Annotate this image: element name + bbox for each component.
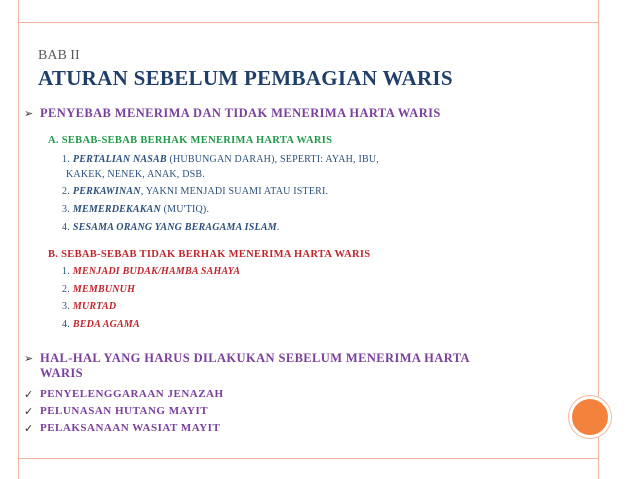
check-icon: ✓ <box>24 423 34 435</box>
bullet-hal-hal-text: HAL-HAL YANG HARUS DILAKUKAN SEBELUM MENERIMA HARTA WARIS <box>40 351 470 380</box>
check-item-1: ✓ PENYELENGGARAAN JENAZAH <box>24 388 224 401</box>
section-b-heading: B. SEBAB-SEBAB TIDAK BERHAK MENERIMA HARTA WARIS <box>48 249 371 260</box>
slide-subtitle: BAB II <box>38 48 80 63</box>
check-item-3: ✓ PELAKSANAAN WASIAT MAYIT <box>24 422 221 435</box>
arrow-bullet-icon: ➢ <box>24 353 34 365</box>
check-item-2: ✓ PELUNASAN HUTANG MAYIT <box>24 405 209 418</box>
section-b-item-4: 4. BEDA AGAMA <box>62 319 140 330</box>
slide-title: ATURAN SEBELUM PEMBAGIAN WARIS <box>38 66 453 90</box>
section-b-item-3: 3. MURTAD <box>62 301 117 312</box>
section-a-item-3: 3. MEMERDEKAKAN (MU'TIQ). <box>62 204 210 215</box>
frame-top-line <box>18 22 599 23</box>
bullet-penyebab <box>24 106 441 122</box>
frame-left-line <box>18 0 19 479</box>
section-b-item-2: 2. MEMBUNUH <box>62 284 136 295</box>
section-b-item-1: 1. MENJADI BUDAK/HAMBA SAHAYA <box>62 266 241 277</box>
frame-bottom-line <box>18 458 599 459</box>
arrow-bullet-icon: ➢ <box>24 108 34 120</box>
section-a-item-2: 2. PERKAWINAN, YAKNI MENJADI SUAMI ATAU ISTERI. <box>62 186 329 197</box>
section-a-heading: A. SEBAB-SEBAB BERHAK MENERIMA HARTA WARIS <box>48 135 333 146</box>
check-icon: ✓ <box>24 389 34 401</box>
decorative-circle <box>569 396 611 438</box>
bullet-hal-hal <box>24 351 470 381</box>
bullet-penyebab-text: PENYEBAB MENERIMA DAN TIDAK MENERIMA HARTA WARIS <box>40 106 441 120</box>
check-icon: ✓ <box>24 406 34 418</box>
section-a-item-1: 1. PERTALIAN NASAB (HUBUNGAN DARAH), SEPERTI: AYAH, IBU, <box>62 154 379 165</box>
section-a-item-1-continued: KAKEK, NENEK, ANAK, DSB. <box>66 169 205 180</box>
section-a-item-4: 4. SESAMA ORANG YANG BERAGAMA ISLAM. <box>62 222 280 233</box>
